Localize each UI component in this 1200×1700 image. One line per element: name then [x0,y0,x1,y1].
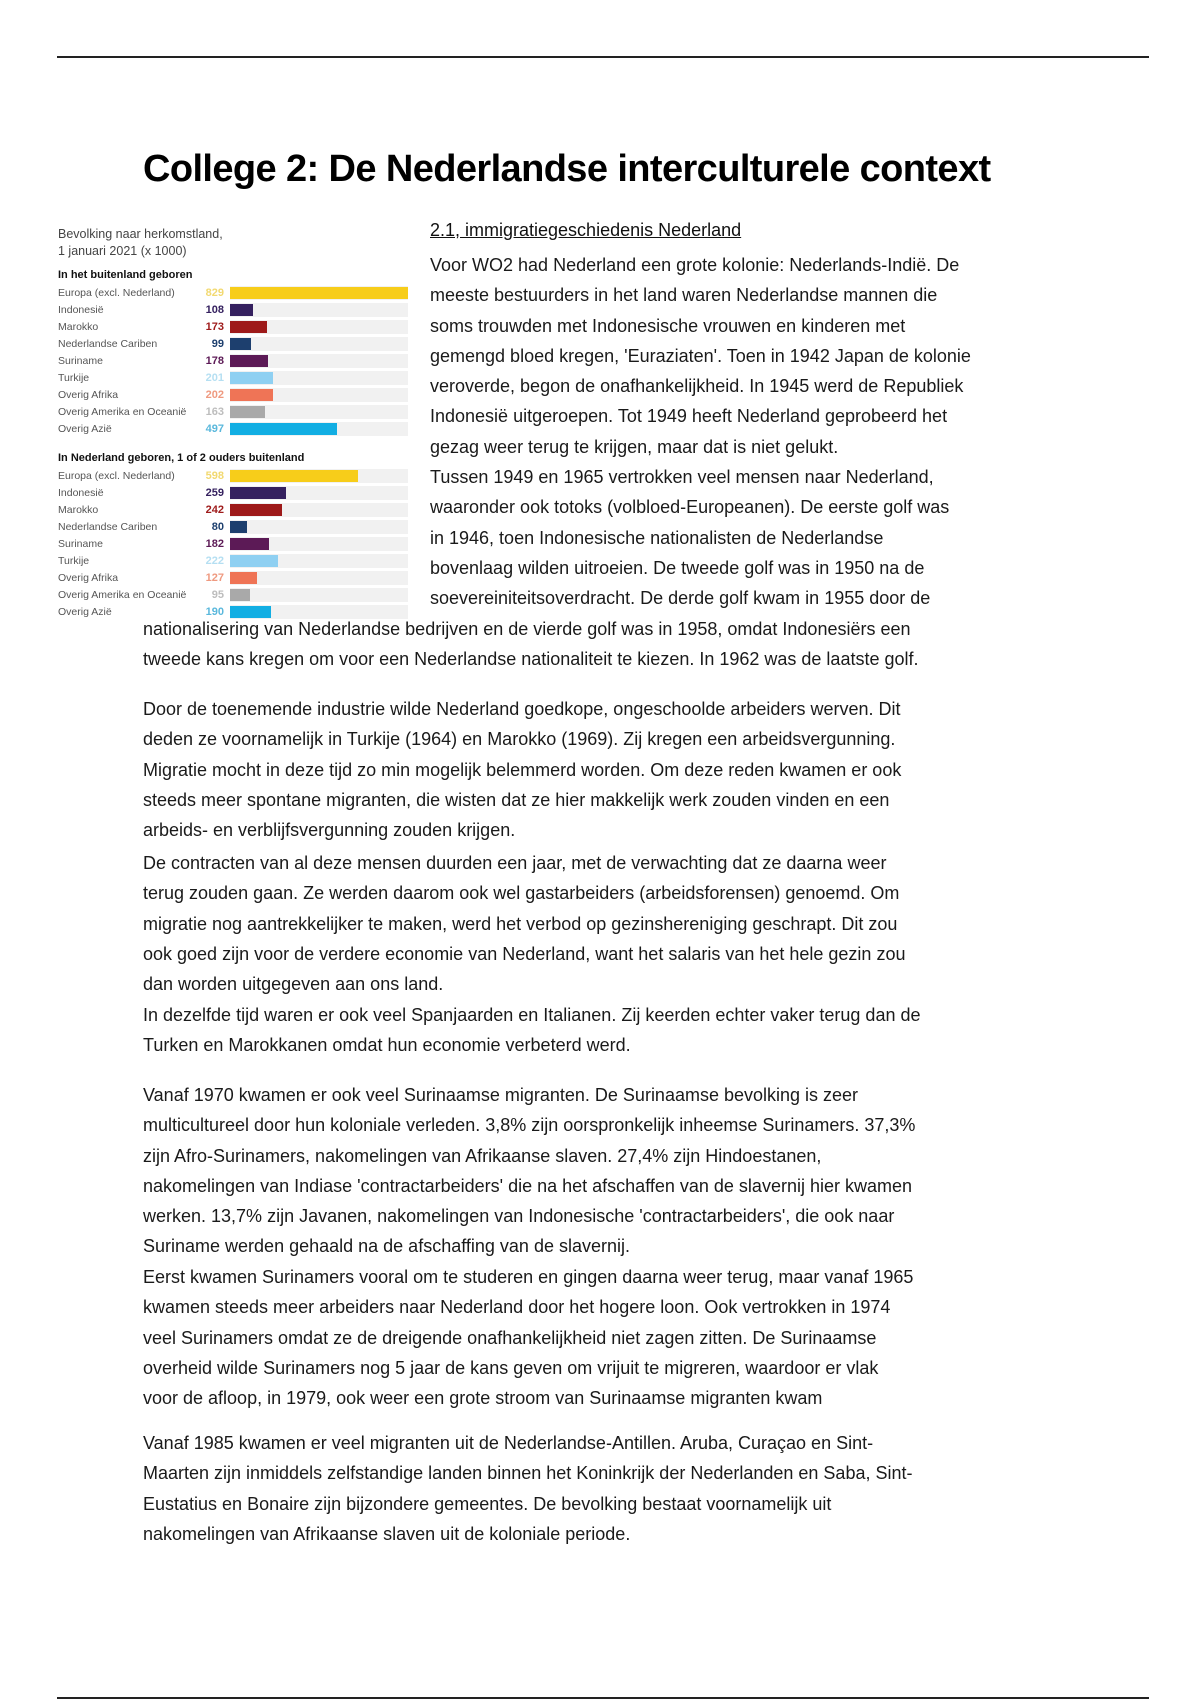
chart-bar [230,589,250,601]
chart-bar [230,572,257,584]
chart-bar-track [230,469,408,483]
chart-category-label: Overig Afrika [58,388,119,401]
chart-bar-track [230,503,408,517]
chart-category-label: Nederlandse Cariben [58,520,158,533]
chart-bar [230,504,282,516]
chart-category-label: Turkije [58,554,90,567]
chart-category-label: Overig Amerika en Oceanië [58,588,187,601]
chart-value-label: 222 [205,554,224,567]
chart-bar-track [230,554,408,568]
chart-bar [230,470,358,482]
text-line: deden ze voornamelijk in Turkije (1964) en Marokko (1969). Zij kregen een arbeidsvergunning. [143,729,896,750]
text-line: zijn Afro-Surinamers, nakomelingen van Afrikaanse slaven. 27,4% zijn Hindoestanen, [143,1145,822,1166]
chart-row [58,484,408,501]
chart-value-label: 178 [205,354,224,367]
chart-category-label: Indonesië [58,303,104,316]
chart-category-label: Overig Afrika [58,571,119,584]
text-line: In dezelfde tijd waren er ook veel Spanjaarden en Italianen. Zij keerden echter vaker terug dan de [143,1005,921,1025]
text-line: Door de toenemende industrie wilde Nederland goedkope, ongeschoolde arbeiders werven. Dit [143,699,901,719]
paragraph-antilles [143,1428,1083,1549]
chart-subtitle: 1 januari 2021 (x 1000) [58,244,187,258]
chart-bar [230,287,408,299]
chart-value-label: 202 [205,388,224,401]
paragraph-suriname-migration [143,1262,1083,1413]
header-rule [57,56,1149,58]
chart-value-label: 127 [205,571,224,584]
text-line: in 1946, toen Indonesische nationalisten de Nederlandse [430,527,884,548]
text-line: soms trouwden met Indonesische vrouwen en kinderen met [430,315,906,336]
paragraph-indie-wrapped [430,250,1070,614]
chart-groups [58,268,408,620]
section-heading: 2.1, immigratiegeschiedenis Nederland [430,220,742,240]
page-title: College 2: De Nederlandse interculturele context [143,148,991,190]
text-line: nakomelingen van Indiase 'contractarbeiders' die na het afschaffen van de slavernij hier kwamen [143,1175,912,1196]
chart-bar-track [230,388,408,402]
chart-row [58,352,408,369]
text-line: bovenlaag wilden uitroeien. De tweede golf was in 1950 na de [430,557,925,578]
text-line: voor de afloop, in 1979, ook weer een grote stroom van Surinaamse migranten kwam [143,1388,823,1409]
chart-value-label: 190 [205,605,224,618]
chart-value-label: 829 [205,286,224,299]
text-line: Eustatius en Bonaire zijn bijzondere gemeentes. De bevolking bestaat voornamelijk uit [143,1493,832,1514]
chart-bar-track [230,537,408,551]
chart-bar-track [230,337,408,351]
text-line: terug zouden gaan. Ze werden daarom ook wel gastarbeiders (arbeidsforensen) genoemd. Om [143,883,900,904]
chart-row [58,403,408,420]
text-line: meeste bestuurders in het land waren Nederlandse mannen die [430,285,938,306]
chart-bar [230,538,269,550]
chart-bar-track [230,422,408,436]
chart-value-label: 182 [205,537,224,550]
chart-category-label: Overig Azië [58,605,112,618]
chart-bar [230,321,267,333]
chart-bar-track [230,371,408,385]
text-line: nationalisering van Nederlandse bedrijven en de vierde golf was in 1958, omdat Indonesiërs een [143,619,911,639]
chart-value-label: 497 [205,422,224,435]
chart-category-label: Europa (excl. Nederland) [58,286,175,299]
text-line: steeds meer spontane migranten, die wisten dat ze hier makkelijk werk zouden vinden en een [143,789,890,810]
text-line: Tussen 1949 en 1965 vertrokken veel mensen naar Nederland, [430,467,934,488]
chart-row [58,552,408,569]
chart-row [58,420,408,437]
text-line: Voor WO2 had Nederland een grote kolonie: Nederlands-Indië. De [430,255,960,275]
chart-category-label: Suriname [58,354,103,367]
text-line: Suriname werden gehaald na de afschaffing van de slavernij. [143,1236,630,1257]
chart-bar [230,406,265,418]
text-line: Turken en Marokkanen omdat hun economie verbeterd werd. [143,1035,631,1056]
population-chart [58,226,408,620]
chart-row [58,318,408,335]
chart-bar-track [230,320,408,334]
chart-title: Bevolking naar herkomstland, [58,227,223,241]
chart-bar [230,521,247,533]
chart-value-label: 80 [211,520,224,533]
chart-group-title: In het buitenland geboren [58,269,193,281]
chart-bar [230,355,268,367]
chart-bar-track [230,405,408,419]
chart-category-label: Turkije [58,371,90,384]
text-line: overheid wilde Surinamers nog 5 jaar de kans geven om vrijuit te migreren, waardoor er vlak [143,1357,879,1378]
chart-row [58,301,408,318]
text-line: werken. 13,7% zijn Javanen, nakomelingen van Indonesische 'contractarbeiders', die ook naar [143,1206,895,1227]
chart-row [58,386,408,403]
paragraph-spain-italy [143,1000,1083,1061]
text-line: nakomelingen van Afrikaanse slaven uit de koloniale periode. [143,1523,631,1544]
chart-row [58,284,408,301]
text-line: De contracten van al deze mensen duurden een jaar, met de verwachting dat ze daarna weer [143,853,887,873]
text-line: tweede kans kregen om voor een Nederlandse nationaliteit te kiezen. In 1962 was de laatste golf. [143,649,919,670]
chart-value-label: 108 [205,303,224,316]
text-line: Vanaf 1970 kwamen er ook veel Surinaamse migranten. De Surinaamse bevolking is zeer [143,1085,859,1105]
text-line: dan worden uitgegeven aan ons land. [143,974,444,995]
chart-bar [230,487,286,499]
chart-bar [230,338,251,350]
chart-row [58,369,408,386]
text-line: ook goed zijn voor de verdere economie van Nederland, want het salaris van het hele gezin zou [143,943,906,964]
chart-bar [230,423,337,435]
chart-category-label: Marokko [58,320,99,333]
paragraph-labour-migration [143,694,1083,845]
text-line: migratie nog aantrekkelijker te maken, werd het verbod op gezinshereniging geschrapt. Dit zou [143,913,898,934]
text-line: veel Surinamers omdat ze de dreigende onafhankelijkheid niet zagen zitten. De Surinaamse [143,1327,877,1348]
text-line: gemengd bloed kregen, 'Euraziaten'. Toen in 1942 Japan de kolonie [430,345,971,366]
paragraph-guest-workers [143,848,1083,999]
chart-bar-track [230,303,408,317]
chart-category-label: Nederlandse Cariben [58,337,158,350]
chart-value-label: 201 [205,371,224,384]
chart-bar [230,304,253,316]
text-line: soevereiniteitsoverdracht. De derde golf kwam in 1955 door de [430,588,931,609]
chart-bar-track [230,354,408,368]
footer-rule [57,1697,1149,1699]
chart-value-label: 95 [211,588,224,601]
chart-category-label: Overig Amerika en Oceanië [58,405,187,418]
chart-bar [230,555,278,567]
chart-bar-track [230,486,408,500]
chart-category-label: Suriname [58,537,103,550]
text-line: waaronder ook totoks (volbloed-Europeanen). De eerste golf was [430,497,950,518]
text-line: kwamen steeds meer arbeiders naar Nederland door het hogere loon. Ook vertrokken in 1974 [143,1297,891,1318]
chart-row [58,586,408,603]
chart-bar-track [230,520,408,534]
text-line: Indonesië uitgeroepen. Tot 1949 heeft Nederland geprobeerd het [430,406,948,427]
chart-row [58,518,408,535]
text-line: Eerst kwamen Surinamers vooral om te studeren en gingen daarna weer terug, maar vanaf 1965 [143,1267,914,1287]
text-line: Migratie mocht in deze tijd zo min mogelijk belemmerd worden. Om deze reden kwamen er ook [143,759,902,780]
text-line: Maarten zijn inmiddels zelfstandige landen binnen het Koninkrijk der Nederlanden en Saba, Sint- [143,1463,913,1484]
chart-value-label: 259 [205,486,224,499]
text-line: gezag weer terug te krijgen, maar dat is niet gelukt. [430,436,839,457]
text-line: veroverde, begon de onafhankelijkheid. In 1945 werd de Republiek [430,376,964,397]
chart-row [58,467,408,484]
chart-value-label: 99 [211,337,224,350]
text-line: multicultureel door hun koloniale verleden. 3,8% zijn oorspronkelijk inheemse Surinamers. 37,3% [143,1115,916,1136]
text-line: arbeids- en verblijfsvergunning zouden krijgen. [143,820,516,841]
chart-bar [230,389,273,401]
chart-row [58,501,408,518]
chart-value-label: 598 [205,469,224,482]
chart-category-label: Indonesië [58,486,104,499]
chart-bar-track [230,588,408,602]
paragraph-indie-continued [143,614,1083,675]
chart-category-label: Overig Azië [58,422,112,435]
chart-value-label: 173 [205,320,224,333]
chart-bar-track [230,286,408,300]
chart-row [58,535,408,552]
chart-value-label: 242 [205,503,224,516]
chart-group-title: In Nederland geboren, 1 of 2 ouders buitenland [58,452,305,464]
text-line: Vanaf 1985 kwamen er veel migranten uit de Nederlandse-Antillen. Aruba, Curaçao en Sint- [143,1433,874,1453]
chart-bar [230,372,273,384]
chart-category-label: Europa (excl. Nederland) [58,469,175,482]
chart-row [58,335,408,352]
chart-bar-track [230,571,408,585]
paragraph-suriname [143,1080,1083,1262]
chart-value-label: 163 [205,405,224,418]
chart-category-label: Marokko [58,503,99,516]
chart-row [58,569,408,586]
